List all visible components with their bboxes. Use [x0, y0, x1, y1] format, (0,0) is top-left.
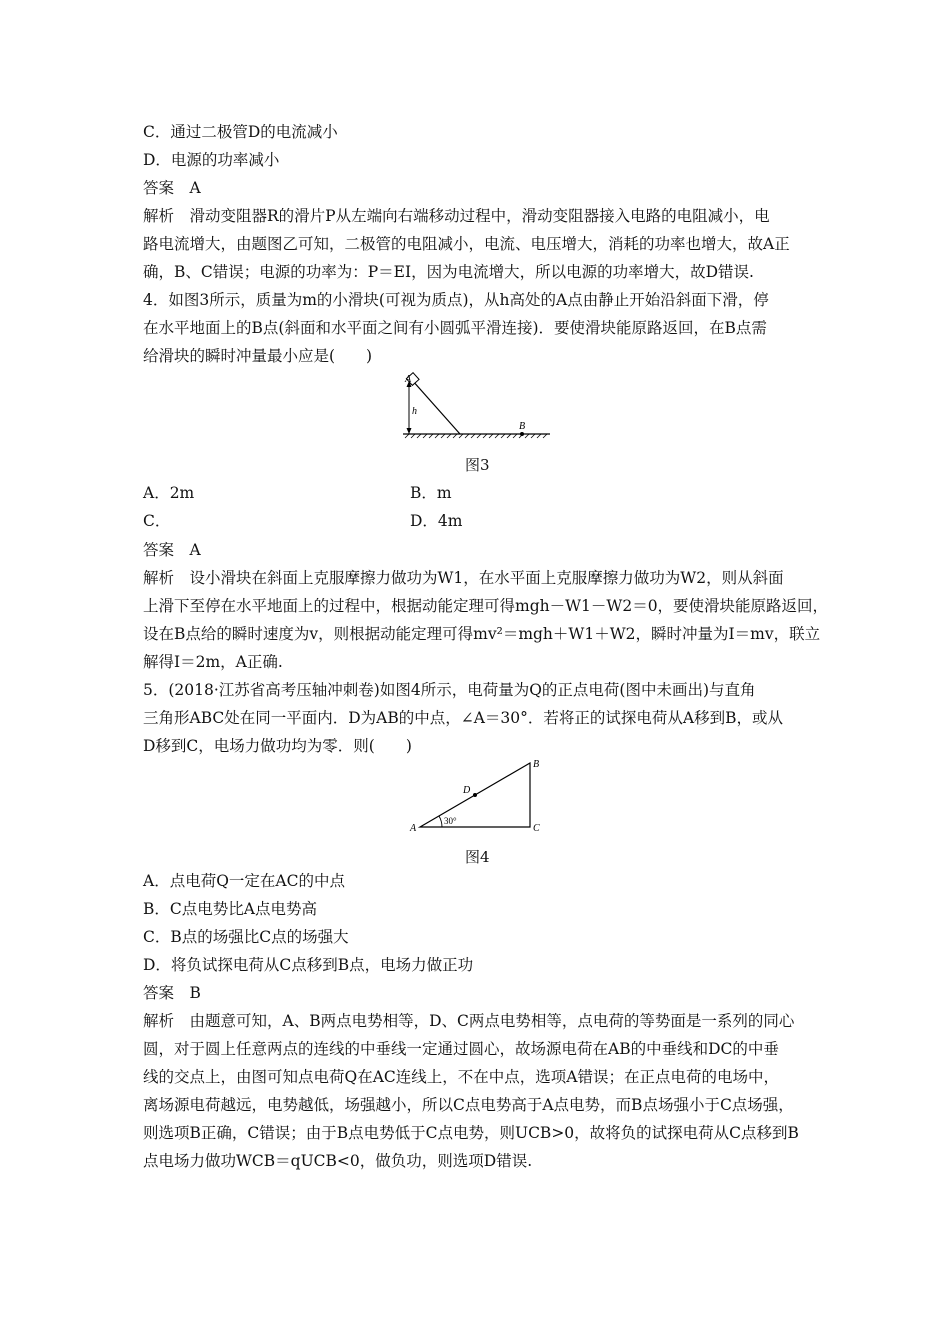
ground-hatching	[405, 434, 547, 438]
label-a: A	[410, 823, 417, 834]
q5-explanation-line-6: 点电场力做功WCB＝qUCB<0，做负功，则选项D错误.	[143, 1152, 533, 1170]
q4-option-a: A．2m	[143, 484, 195, 502]
figure-3-incline	[395, 372, 560, 442]
height-arrow-head-bottom	[407, 428, 412, 434]
angle-arc	[439, 816, 442, 827]
point-b-dot	[520, 432, 524, 436]
q4-option-d: D．4m	[410, 512, 463, 530]
q5-stem-line-2: 三角形ABC处在同一平面内．D为AB的中点，∠A＝30°．若将正的试探电荷从A移到B，或从	[143, 709, 783, 727]
q4-explanation-line-1: 解析 设小滑块在斜面上克服摩擦力做功为W1，在水平面上克服摩擦力做功为W2，则从斜面	[143, 569, 784, 587]
q4-answer: 答案 A	[143, 541, 201, 559]
label-b: B	[533, 759, 540, 770]
q4-option-c: C．	[143, 512, 171, 530]
q5-answer: 答案 B	[143, 984, 201, 1002]
q5-option-a: A．点电荷Q一定在AC的中点	[143, 872, 345, 890]
figure-3-caption: 图3	[465, 456, 490, 474]
figure-4-triangle	[400, 755, 550, 835]
q5-option-c: C．B点的场强比C点的场强大	[143, 928, 349, 946]
label-b: B	[519, 421, 526, 432]
q5-explanation-line-2: 圆，对于圆上任意两点的连线的中垂线一定通过圆心，故场源电荷在AB的中垂线和DC的中垂	[143, 1040, 779, 1058]
label-h: h	[412, 406, 417, 417]
q5-explanation-line-3: 线的交点上，由图可知点电荷Q在AC连线上，不在中点，选项A错误；在正点电荷的电场中，	[143, 1068, 779, 1086]
label-c: C	[533, 823, 540, 834]
q4-stem-line-3: 给滑块的瞬时冲量最小应是( )	[143, 347, 373, 365]
q5-stem-line-3: D移到C，电场力做功均为零．则( )	[143, 737, 412, 755]
q5-stem-line-1: 5．(2018·江苏省高考压轴冲刺卷)如图4所示，电荷量为Q的正点电荷(图中未画出)与直角	[143, 681, 756, 699]
q3-explanation-line-1: 解析 滑动变阻器R的滑片P从左端向右端移动过程中，滑动变阻器接入电路的电阻减小，电	[143, 207, 770, 225]
q3-option-d: D．电源的功率减小	[143, 151, 280, 169]
label-a: A	[405, 374, 412, 385]
q4-stem-line-2: 在水平地面上的B点(斜面和水平面之间有小圆弧平滑连接)．要使滑块能原路返回，在B点需	[143, 319, 767, 337]
q3-answer: 答案 A	[143, 179, 201, 197]
q3-explanation-line-3: 确，B、C错误；电源的功率为：P＝EI，因为电流增大，所以电源的功率增大，故D错误.	[143, 263, 754, 281]
q4-explanation-line-2: 上滑下至停在水平地面上的过程中，根据动能定理可得mgh－W1－W2＝0，要使滑块能原路返回，	[143, 597, 829, 615]
incline-line	[412, 380, 460, 434]
figure-4-caption: 图4	[465, 848, 490, 866]
q3-option-c: C．通过二极管D的电流减小	[143, 123, 338, 141]
q4-explanation-line-3: 设在B点给的瞬时速度为v，则根据动能定理可得mv²＝mgh＋W1＋W2，瞬时冲量为I＝mv，联立	[143, 625, 821, 643]
q4-explanation-line-4: 解得I＝2m，A正确.	[143, 653, 283, 671]
q4-option-b: B．m	[410, 484, 452, 502]
point-d-dot	[473, 793, 477, 797]
angle-label: 30°	[444, 816, 457, 826]
q5-option-d: D．将负试探电荷从C点移到B点，电场力做正功	[143, 956, 474, 974]
label-d: D	[463, 785, 471, 796]
q5-explanation-line-1: 解析 由题意可知，A、B两点电势相等，D、C两点电势相等，点电荷的等势面是一系列的同心	[143, 1012, 795, 1030]
q3-explanation-line-2: 路电流增大，由题图乙可知，二极管的电阻减小，电流、电压增大，消耗的功率也增大，故A正	[143, 235, 790, 253]
q4-stem-line-1: 4．如图3所示，质量为m的小滑块(可视为质点)，从h高处的A点由静止开始沿斜面下滑，停	[143, 291, 769, 309]
q5-explanation-line-5: 则选项B正确，C错误；由于B点电势低于C点电势，则UCB>0，故将负的试探电荷从C点移到B	[143, 1124, 799, 1142]
q5-explanation-line-4: 离场源电荷越远，电势越低，场强越小，所以C点电势高于A点电势，而B点场强小于C点场强，	[143, 1096, 794, 1114]
q5-option-b: B．C点电势比A点电势高	[143, 900, 317, 918]
